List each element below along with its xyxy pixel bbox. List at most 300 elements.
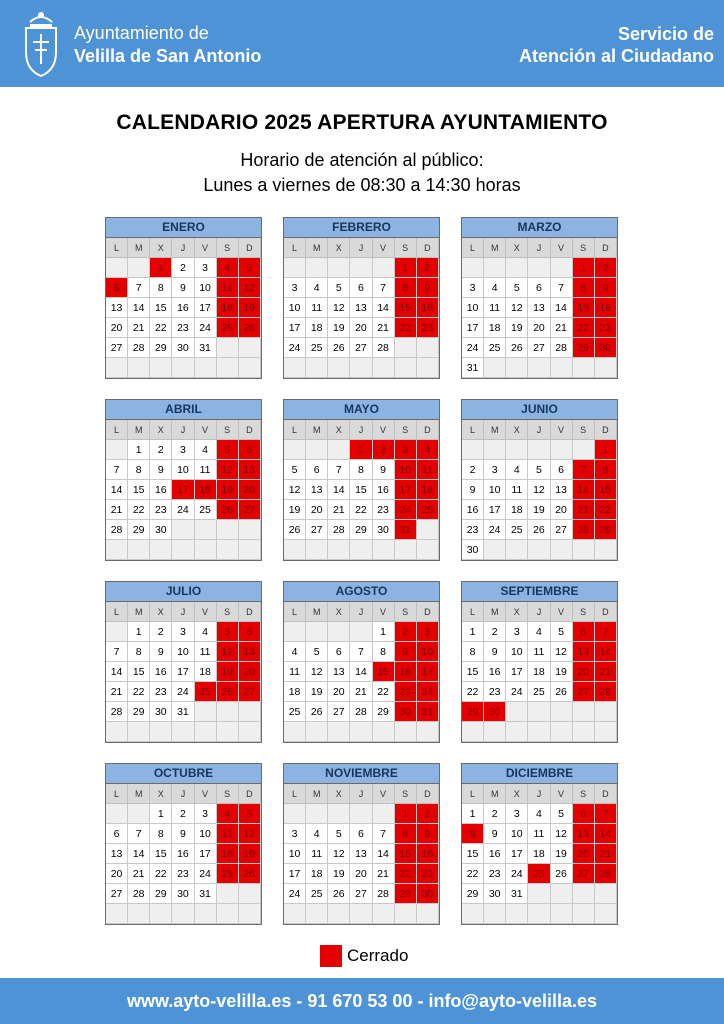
weekday-header: V (551, 602, 573, 622)
day-cell-closed: 11 (417, 460, 439, 480)
weekday-header: S (395, 784, 417, 804)
month-days-grid (284, 420, 439, 560)
day-cell-closed: 31 (417, 702, 439, 722)
empty-cell (306, 358, 328, 378)
day-cell-closed: 15 (573, 298, 595, 318)
day-cell: 23 (172, 864, 194, 884)
empty-cell (350, 804, 372, 824)
empty-cell (217, 904, 239, 924)
empty-cell (395, 540, 417, 560)
day-cell: 30 (150, 520, 172, 540)
day-cell: 17 (484, 500, 506, 520)
weekday-header: L (106, 784, 128, 804)
weekday-header: V (373, 784, 395, 804)
day-cell: 2 (172, 258, 194, 278)
empty-cell (573, 702, 595, 722)
empty-cell (484, 722, 506, 742)
empty-cell (284, 904, 306, 924)
weekday-header: M (484, 784, 506, 804)
empty-cell (373, 904, 395, 924)
day-cell: 18 (306, 318, 328, 338)
weekday-header: V (373, 420, 395, 440)
day-cell: 17 (506, 844, 528, 864)
empty-cell (284, 440, 306, 460)
day-cell: 19 (528, 500, 550, 520)
empty-cell (172, 358, 194, 378)
month-abril (105, 399, 262, 561)
day-cell: 29 (128, 702, 150, 722)
day-cell: 6 (528, 278, 550, 298)
weekday-header: L (284, 784, 306, 804)
weekday-header: X (328, 602, 350, 622)
weekday-header: X (506, 238, 528, 258)
empty-cell (239, 702, 261, 722)
day-cell: 15 (150, 298, 172, 318)
empty-cell (195, 702, 217, 722)
empty-cell (195, 722, 217, 742)
month-diciembre (461, 763, 618, 925)
empty-cell (551, 440, 573, 460)
day-cell-closed: 23 (595, 318, 617, 338)
day-cell: 18 (195, 662, 217, 682)
day-cell-closed: 6 (573, 622, 595, 642)
empty-cell (106, 358, 128, 378)
empty-cell (573, 540, 595, 560)
weekday-header: L (462, 238, 484, 258)
empty-cell (106, 440, 128, 460)
day-cell-closed: 20 (573, 844, 595, 864)
empty-cell (417, 338, 439, 358)
day-cell: 26 (506, 338, 528, 358)
day-cell: 3 (506, 804, 528, 824)
empty-cell (306, 804, 328, 824)
day-cell-closed: 9 (595, 278, 617, 298)
month-junio (461, 399, 618, 561)
day-cell: 7 (373, 824, 395, 844)
day-cell-closed: 22 (595, 500, 617, 520)
day-cell-closed: 11 (217, 824, 239, 844)
day-cell: 3 (172, 440, 194, 460)
day-cell: 23 (462, 520, 484, 540)
empty-cell (551, 884, 573, 904)
day-cell-closed: 20 (239, 480, 261, 500)
day-cell: 3 (172, 622, 194, 642)
day-cell-closed: 24 (417, 682, 439, 702)
day-cell: 23 (172, 318, 194, 338)
weekday-header: M (128, 238, 150, 258)
day-cell-closed: 7 (573, 460, 595, 480)
day-cell-closed: 15 (373, 662, 395, 682)
empty-cell (284, 722, 306, 742)
empty-cell (328, 440, 350, 460)
weekday-header: X (506, 784, 528, 804)
weekday-header: X (328, 420, 350, 440)
day-cell: 25 (284, 702, 306, 722)
day-cell-closed: 19 (239, 844, 261, 864)
day-cell-closed: 3 (395, 440, 417, 460)
day-cell: 12 (328, 844, 350, 864)
day-cell: 9 (484, 824, 506, 844)
day-cell: 2 (484, 622, 506, 642)
day-cell: 27 (106, 884, 128, 904)
day-cell-closed: 27 (239, 682, 261, 702)
empty-cell (239, 722, 261, 742)
empty-cell (373, 358, 395, 378)
day-cell: 3 (462, 278, 484, 298)
day-cell-closed: 27 (239, 500, 261, 520)
day-cell: 1 (462, 804, 484, 824)
day-cell: 27 (350, 338, 372, 358)
day-cell: 3 (506, 622, 528, 642)
day-cell: 16 (172, 298, 194, 318)
month-name: DICIEMBRE (462, 764, 617, 784)
day-cell: 20 (106, 318, 128, 338)
month-days-grid (106, 420, 261, 560)
day-cell-closed: 26 (239, 864, 261, 884)
day-cell: 27 (551, 520, 573, 540)
day-cell: 4 (195, 440, 217, 460)
empty-cell (239, 904, 261, 924)
weekday-header: M (306, 420, 328, 440)
day-cell-closed: 1 (395, 804, 417, 824)
weekday-header: J (172, 602, 194, 622)
empty-cell (395, 338, 417, 358)
empty-cell (150, 722, 172, 742)
weekday-header: J (172, 784, 194, 804)
day-cell-closed: 29 (595, 520, 617, 540)
day-cell: 2 (484, 804, 506, 824)
day-cell: 30 (172, 884, 194, 904)
empty-cell (484, 540, 506, 560)
day-cell-closed: 14 (595, 642, 617, 662)
day-cell-closed: 29 (573, 338, 595, 358)
day-cell-closed: 17 (417, 662, 439, 682)
day-cell: 16 (373, 480, 395, 500)
day-cell: 1 (150, 804, 172, 824)
day-cell-closed: 25 (195, 682, 217, 702)
day-cell-closed: 30 (395, 702, 417, 722)
empty-cell (217, 520, 239, 540)
empty-cell (284, 622, 306, 642)
day-cell: 29 (150, 884, 172, 904)
month-name: ENERO (106, 218, 261, 238)
day-cell-closed: 15 (595, 480, 617, 500)
day-cell: 25 (306, 884, 328, 904)
empty-cell (551, 540, 573, 560)
empty-cell (195, 904, 217, 924)
day-cell: 13 (350, 298, 372, 318)
empty-cell (106, 722, 128, 742)
day-cell-closed: 18 (417, 480, 439, 500)
day-cell: 25 (306, 338, 328, 358)
day-cell-closed: 26 (217, 500, 239, 520)
day-cell: 28 (106, 702, 128, 722)
day-cell: 7 (106, 642, 128, 662)
empty-cell (217, 540, 239, 560)
day-cell-closed: 2 (595, 258, 617, 278)
empty-cell (106, 904, 128, 924)
empty-cell (239, 358, 261, 378)
day-cell: 24 (284, 884, 306, 904)
day-cell-closed: 11 (217, 278, 239, 298)
day-cell-closed: 8 (595, 460, 617, 480)
empty-cell (573, 722, 595, 742)
month-name: MARZO (462, 218, 617, 238)
day-cell: 30 (172, 338, 194, 358)
day-cell-closed: 28 (595, 864, 617, 884)
day-cell-closed: 25 (528, 864, 550, 884)
weekday-header: D (417, 602, 439, 622)
day-cell-closed: 22 (395, 864, 417, 884)
day-cell: 6 (551, 460, 573, 480)
empty-cell (595, 702, 617, 722)
day-cell: 15 (150, 844, 172, 864)
day-cell: 22 (350, 500, 372, 520)
day-cell-closed: 6 (239, 440, 261, 460)
day-cell-closed: 21 (595, 844, 617, 864)
day-cell: 4 (306, 278, 328, 298)
empty-cell (551, 722, 573, 742)
day-cell: 28 (350, 702, 372, 722)
empty-cell (595, 540, 617, 560)
day-cell: 5 (506, 278, 528, 298)
empty-cell (395, 722, 417, 742)
empty-cell (172, 520, 194, 540)
day-cell-closed: 13 (239, 642, 261, 662)
day-cell: 6 (350, 824, 372, 844)
day-cell-closed: 9 (395, 642, 417, 662)
empty-cell (528, 358, 550, 378)
empty-cell (528, 904, 550, 924)
weekday-header: X (506, 602, 528, 622)
weekday-header: L (106, 602, 128, 622)
day-cell-closed: 21 (595, 662, 617, 682)
day-cell-closed: 29 (395, 884, 417, 904)
day-cell: 28 (373, 884, 395, 904)
day-cell: 14 (328, 480, 350, 500)
day-cell: 8 (150, 278, 172, 298)
day-cell: 12 (528, 480, 550, 500)
day-cell: 7 (128, 824, 150, 844)
day-cell-closed: 20 (573, 662, 595, 682)
empty-cell (328, 722, 350, 742)
day-cell-closed: 8 (395, 824, 417, 844)
day-cell: 28 (128, 884, 150, 904)
empty-cell (417, 520, 439, 540)
weekday-header: M (128, 784, 150, 804)
day-cell: 21 (373, 864, 395, 884)
month-julio (105, 581, 262, 743)
day-cell: 12 (328, 298, 350, 318)
day-cell: 17 (172, 662, 194, 682)
day-cell: 9 (373, 460, 395, 480)
empty-cell (128, 258, 150, 278)
day-cell: 19 (306, 682, 328, 702)
day-cell: 24 (506, 864, 528, 884)
day-cell: 24 (195, 864, 217, 884)
weekday-header: J (172, 238, 194, 258)
day-cell: 3 (195, 258, 217, 278)
month-name: JULIO (106, 582, 261, 602)
day-cell: 18 (284, 682, 306, 702)
empty-cell (217, 358, 239, 378)
empty-cell (551, 702, 573, 722)
day-cell: 21 (551, 318, 573, 338)
day-cell-closed: 12 (217, 642, 239, 662)
empty-cell (195, 520, 217, 540)
empty-cell (417, 722, 439, 742)
weekday-header: L (106, 238, 128, 258)
empty-cell (573, 440, 595, 460)
day-cell: 15 (462, 662, 484, 682)
day-cell: 26 (328, 884, 350, 904)
weekday-header: M (306, 238, 328, 258)
month-enero (105, 217, 262, 379)
day-cell: 31 (195, 338, 217, 358)
empty-cell (328, 904, 350, 924)
day-cell-closed: 5 (239, 804, 261, 824)
empty-cell (373, 722, 395, 742)
weekday-header: L (284, 238, 306, 258)
day-cell: 18 (528, 844, 550, 864)
weekday-header: D (595, 602, 617, 622)
day-cell-closed: 25 (217, 318, 239, 338)
day-cell: 24 (195, 318, 217, 338)
day-cell: 14 (106, 662, 128, 682)
day-cell: 22 (128, 682, 150, 702)
day-cell: 20 (350, 318, 372, 338)
empty-cell (195, 358, 217, 378)
day-cell-closed: 2 (417, 258, 439, 278)
empty-cell (128, 722, 150, 742)
empty-cell (128, 540, 150, 560)
day-cell: 28 (128, 338, 150, 358)
day-cell-closed: 22 (573, 318, 595, 338)
month-days-grid (106, 238, 261, 378)
empty-cell (350, 358, 372, 378)
day-cell-closed: 8 (462, 824, 484, 844)
day-cell: 8 (462, 642, 484, 662)
day-cell: 3 (284, 824, 306, 844)
footer-contact: www.ayto-velilla.es - 91 670 53 00 - info@ayto-velilla.es (0, 978, 724, 1024)
day-cell: 22 (150, 318, 172, 338)
empty-cell (484, 258, 506, 278)
day-cell: 5 (551, 622, 573, 642)
day-cell: 6 (306, 460, 328, 480)
empty-cell (284, 540, 306, 560)
day-cell-closed: 19 (217, 480, 239, 500)
day-cell: 9 (462, 480, 484, 500)
day-cell: 23 (484, 682, 506, 702)
month-days-grid (106, 784, 261, 924)
day-cell: 29 (128, 520, 150, 540)
day-cell: 13 (350, 844, 372, 864)
weekday-header: J (528, 420, 550, 440)
day-cell-closed: 8 (573, 278, 595, 298)
day-cell: 23 (373, 500, 395, 520)
day-cell-closed: 30 (484, 702, 506, 722)
day-cell-closed: 10 (417, 642, 439, 662)
month-days-grid (284, 238, 439, 378)
empty-cell (484, 440, 506, 460)
empty-cell (506, 440, 528, 460)
day-cell: 4 (195, 622, 217, 642)
empty-cell (172, 904, 194, 924)
month-name: AGOSTO (284, 582, 439, 602)
day-cell: 18 (484, 318, 506, 338)
empty-cell (595, 884, 617, 904)
day-cell: 26 (551, 864, 573, 884)
day-cell: 25 (506, 520, 528, 540)
day-cell-closed: 6 (239, 622, 261, 642)
weekday-header: D (239, 420, 261, 440)
day-cell-closed: 19 (239, 298, 261, 318)
weekday-header: J (350, 602, 372, 622)
empty-cell (106, 258, 128, 278)
empty-cell (506, 358, 528, 378)
day-cell-closed: 7 (595, 622, 617, 642)
day-cell-closed: 29 (462, 702, 484, 722)
day-cell: 13 (106, 844, 128, 864)
weekday-header: V (195, 602, 217, 622)
weekday-header: V (551, 238, 573, 258)
day-cell: 23 (484, 864, 506, 884)
day-cell: 12 (551, 824, 573, 844)
empty-cell (373, 540, 395, 560)
day-cell-closed: 9 (417, 278, 439, 298)
day-cell: 1 (462, 622, 484, 642)
empty-cell (172, 540, 194, 560)
empty-cell (506, 702, 528, 722)
empty-cell (350, 622, 372, 642)
day-cell: 30 (462, 540, 484, 560)
empty-cell (172, 722, 194, 742)
day-cell: 24 (172, 500, 194, 520)
weekday-header: M (128, 602, 150, 622)
day-cell: 28 (373, 338, 395, 358)
weekday-header: M (484, 602, 506, 622)
empty-cell (395, 904, 417, 924)
day-cell: 12 (506, 298, 528, 318)
empty-cell (462, 440, 484, 460)
weekday-header: L (462, 420, 484, 440)
empty-cell (128, 358, 150, 378)
day-cell: 16 (484, 844, 506, 864)
empty-cell (395, 358, 417, 378)
day-cell: 16 (462, 500, 484, 520)
day-cell-closed: 5 (217, 622, 239, 642)
day-cell-closed: 30 (595, 338, 617, 358)
month-name: OCTUBRE (106, 764, 261, 784)
day-cell: 29 (373, 702, 395, 722)
day-cell: 17 (284, 864, 306, 884)
empty-cell (573, 904, 595, 924)
day-cell: 14 (373, 298, 395, 318)
day-cell-closed: 27 (573, 864, 595, 884)
day-cell: 27 (306, 520, 328, 540)
month-days-grid (462, 238, 617, 378)
weekday-header: D (417, 238, 439, 258)
day-cell: 13 (106, 298, 128, 318)
day-cell-closed: 4 (217, 804, 239, 824)
weekday-header: S (395, 420, 417, 440)
day-cell: 21 (106, 682, 128, 702)
legend-closed-swatch (320, 945, 342, 967)
day-cell: 17 (195, 298, 217, 318)
day-cell: 1 (128, 622, 150, 642)
empty-cell (462, 904, 484, 924)
empty-cell (106, 622, 128, 642)
